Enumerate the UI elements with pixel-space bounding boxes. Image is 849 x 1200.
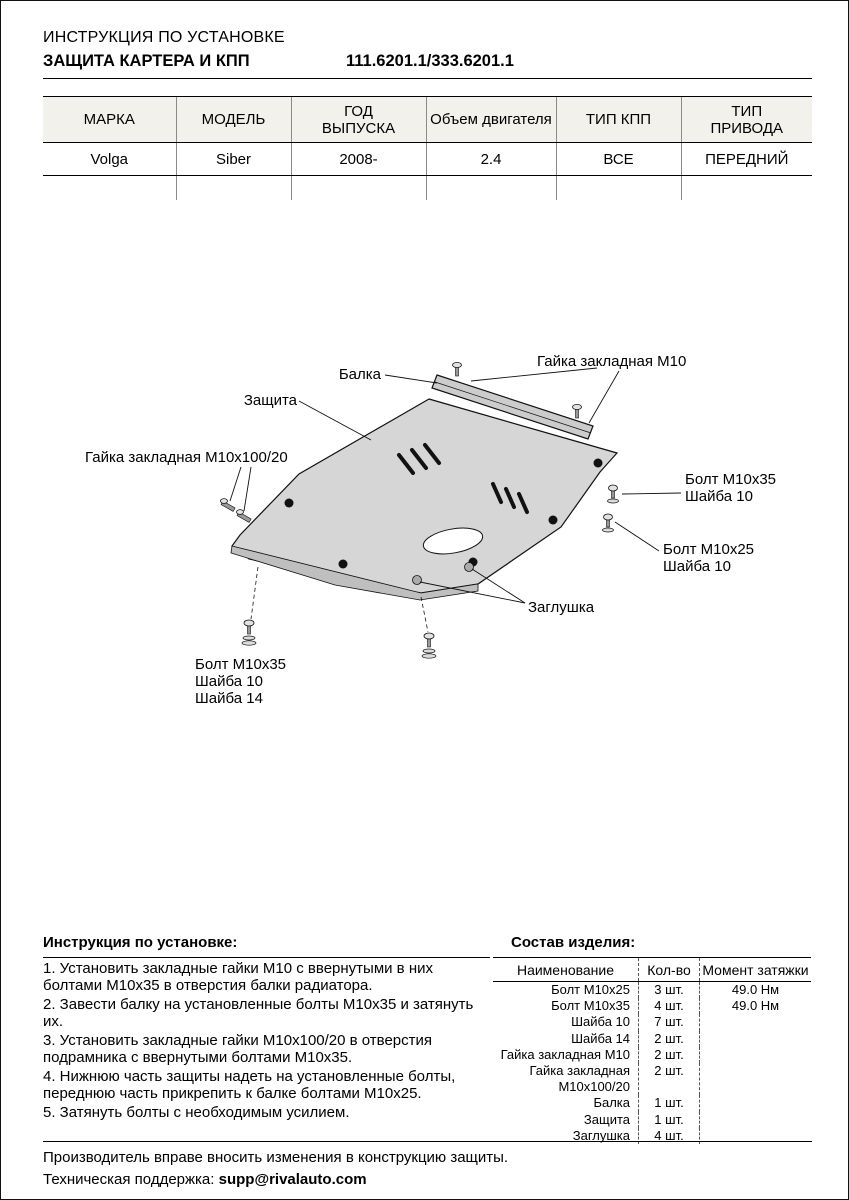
label-bolt-m10x25-line1: Болт М10х25 (663, 541, 755, 558)
part-name: Гайка закладная М10 (500, 1046, 630, 1062)
part-torque: 49.0 Нм (699, 982, 811, 998)
part-torque (699, 1031, 811, 1047)
bolt-m10x35-right-shape (608, 485, 619, 503)
part-qty: 7 шт. (638, 1014, 699, 1030)
exploded-view-diagram (1, 341, 849, 739)
manufacturer-note: Производитель вправе вносить изменения в конструкцию защиты. (43, 1149, 509, 1166)
parts-row (493, 1112, 811, 1128)
part-name: Гайка закладная М10х100/20 (529, 1063, 630, 1095)
part-qty: 1 шт. (638, 1095, 699, 1111)
spec-header-drive: ТИП ПРИВОДА (681, 97, 812, 143)
parts-row (493, 1014, 811, 1030)
part-torque (699, 1047, 811, 1063)
parts-row (493, 1031, 811, 1047)
parts-header-name: Наименование (516, 962, 615, 978)
label-embedded-nut-m10: Гайка закладная М10 (537, 353, 687, 370)
spec-header-gearbox: ТИП КПП (556, 97, 681, 143)
support-label: Техническая поддержка: (43, 1171, 219, 1188)
support-line (43, 1171, 367, 1188)
part-torque (699, 1112, 811, 1128)
bolt-bottom-left-shape (242, 620, 256, 645)
parts-row (493, 1047, 811, 1063)
label-bolt-bottom (195, 656, 286, 707)
part-qty: 2 шт. (638, 1047, 699, 1063)
part-qty: 2 шт. (638, 1031, 699, 1047)
doc-title-line1: ИНСТРУКЦИЯ ПО УСТАНОВКЕ (43, 29, 285, 46)
parts-header-qty: Кол-во (638, 958, 699, 981)
footer-divider (43, 1141, 812, 1142)
parts-header-torque: Момент затяжки (699, 958, 811, 981)
parts-row (493, 998, 811, 1014)
part-qty: 4 шт. (638, 998, 699, 1014)
label-bolt-m10x25 (663, 541, 754, 575)
bolt-bottom-right-shape (422, 633, 436, 658)
label-bolt-m10x35-right-line2: Шайба 10 (685, 488, 753, 505)
label-plug: Заглушка (528, 599, 595, 616)
instruction-step-1: 1. Установить закладные гайки М10 с ввернутыми в них болтами М10х35 в отверстия балки радиатора. (43, 960, 433, 994)
part-torque (699, 1014, 811, 1030)
part-qty: 1 шт. (638, 1112, 699, 1128)
spec-value-drive: ПЕРЕДНИЙ (681, 143, 812, 176)
parts-row (493, 982, 811, 998)
parts-list (493, 934, 811, 1144)
part-name: Защита (583, 1111, 630, 1127)
instruction-step-2: 2. Завести балку на установленные болты М10х35 и затянуть их. (43, 996, 474, 1030)
beam-stud-left (453, 362, 462, 376)
parts-row (493, 1063, 811, 1095)
spec-value-marka: Volga (43, 143, 176, 176)
part-name: Болт М10х35 (551, 998, 630, 1014)
document-header (43, 29, 813, 71)
instructions-title: Инструкция по установке: (43, 934, 490, 958)
beam-stud-right (573, 404, 582, 418)
vehicle-spec-table (43, 96, 812, 200)
spec-value-year: 2008- (291, 143, 426, 176)
spec-header-row (43, 97, 812, 143)
installation-instructions (43, 934, 490, 1122)
spec-tail-row (43, 176, 812, 200)
diagram-drawing (1, 341, 849, 739)
label-beam: Балка (338, 366, 381, 383)
label-bolt-bottom-line1: Болт М10х35 (195, 656, 287, 673)
spec-header-year: ГОД ВЫПУСКА (291, 97, 426, 143)
support-email: supp@rivalauto.com (218, 1171, 367, 1188)
part-name: Болт М10х25 (551, 982, 630, 997)
part-qty: 2 шт. (638, 1063, 699, 1095)
parts-list-header (493, 958, 811, 982)
spec-header-engine: Объем двигателя (426, 97, 556, 143)
spec-value-engine: 2.4 (426, 143, 556, 176)
instruction-step-5: 5. Затянуть болты с необходимым усилием. (43, 1104, 350, 1121)
part-name: Балка (593, 1095, 630, 1111)
part-torque: 49.0 Нм (699, 998, 811, 1014)
label-bolt-bottom-line3: Шайба 14 (195, 690, 263, 707)
label-shield: Защита (243, 392, 297, 409)
instruction-step-3: 3. Установить закладные гайки М10х100/20 в отверстия подрамника с ввернутыми болтами М10х35. (43, 1032, 433, 1066)
parts-list-title: Состав изделия: (493, 934, 811, 958)
spec-value-model: Siber (176, 143, 291, 176)
part-torque (699, 1063, 811, 1095)
part-numbers: 111.6201.1/333.6201.1 (346, 52, 514, 70)
instruction-step-4: 4. Нижнюю часть защиты надеть на установленные болты, переднюю часть прикрепить к балке болтами М10х25. (43, 1068, 456, 1102)
spec-data-row (43, 143, 812, 176)
label-embedded-nut-m10x100-20: Гайка закладная М10х100/20 (85, 449, 288, 466)
embedded-nut-left-1 (221, 499, 236, 512)
label-bolt-m10x25-line2: Шайба 10 (663, 558, 731, 575)
doc-title-line2: ЗАЩИТА КАРТЕРА И КПП (43, 52, 250, 70)
spec-header-model: МОДЕЛЬ (176, 97, 291, 143)
part-name: Шайба 10 (571, 1014, 630, 1030)
label-bolt-m10x35-right-line1: Болт М10х35 (685, 471, 777, 488)
part-qty: 4 шт. (638, 1128, 699, 1144)
part-name: Заглушка (572, 1127, 630, 1143)
embedded-nut-left-2 (237, 510, 252, 523)
spec-header-marka: МАРКА (43, 97, 176, 143)
label-bolt-m10x35-right (685, 471, 776, 505)
label-bolt-bottom-line2: Шайба 10 (195, 673, 263, 690)
part-qty: 3 шт. (638, 982, 699, 998)
part-name: Шайба 14 (571, 1030, 630, 1046)
bolt-m10x25-shape (603, 514, 614, 532)
header-divider (43, 78, 812, 79)
parts-row (493, 1095, 811, 1111)
spec-value-gearbox: ВСЕ (556, 143, 681, 176)
part-torque (699, 1095, 811, 1111)
